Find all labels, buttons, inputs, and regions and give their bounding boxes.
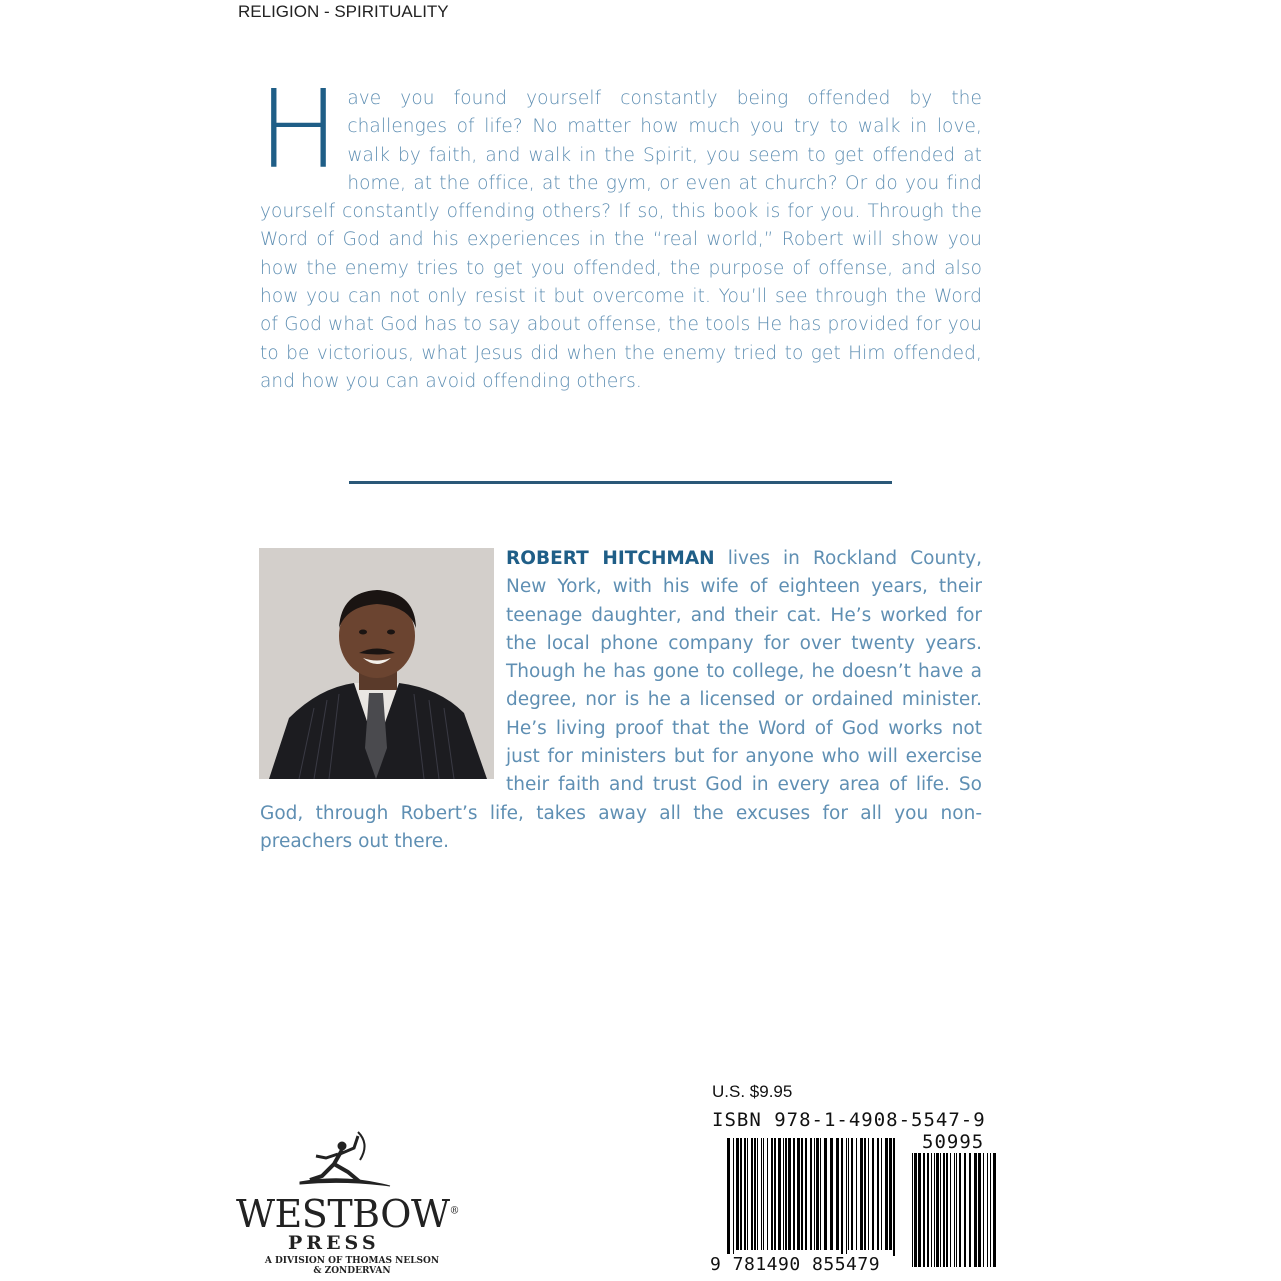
barcode-bar xyxy=(757,1138,758,1250)
price-label: U.S. $9.95 xyxy=(712,1082,793,1101)
barcode-bar xyxy=(877,1138,879,1250)
barcode-bar xyxy=(927,1153,929,1267)
barcode-bar xyxy=(987,1153,988,1267)
section-divider xyxy=(349,481,892,484)
barcode-bar xyxy=(950,1153,951,1267)
barcode-bar xyxy=(914,1153,917,1267)
barcode-bar xyxy=(954,1153,955,1267)
barcode-bar xyxy=(820,1138,821,1250)
author-name: ROBERT HITCHMAN xyxy=(506,548,715,569)
barcode-bar xyxy=(771,1138,773,1250)
archer-icon xyxy=(230,1130,460,1192)
barcode-bar xyxy=(872,1138,874,1250)
barcode-bar xyxy=(836,1138,839,1250)
barcode-bar xyxy=(931,1153,932,1267)
barcode-bar xyxy=(824,1138,827,1250)
barcode-bar xyxy=(793,1138,795,1250)
isbn-barcode xyxy=(727,1138,897,1256)
barcode-bar xyxy=(993,1153,996,1267)
barcode-bar xyxy=(864,1138,866,1250)
barcode-bar xyxy=(946,1153,948,1267)
barcode-bar xyxy=(778,1138,781,1250)
barcode-number: 9 781490 855479 xyxy=(710,1254,881,1275)
barcode-bar xyxy=(956,1153,957,1267)
barcode-bar xyxy=(848,1138,849,1250)
barcode-bar xyxy=(868,1138,869,1250)
barcode-bar xyxy=(733,1138,734,1256)
publisher-subname: PRESS xyxy=(288,1232,380,1254)
bio-text: lives in Rockland County, New York, with his wife of eighteen years, their teenage daughter, and their cat. He’s worked for the local phone company for over twenty years. Though he has gone to college, he doesn’t have a degree, nor is he a licensed or ordained minister. He’s living proof that the Word of God works not just for ministers but for anyone who will exercise their faith and trust God in every area of life. So God, through Robert’s life, takes away all the excuses for all you non-preachers out there. xyxy=(260,548,982,852)
barcode-bar xyxy=(978,1153,981,1267)
publisher-name: WESTBOW xyxy=(236,1192,450,1236)
publisher-logo xyxy=(230,1130,460,1280)
barcode-bar xyxy=(969,1153,971,1267)
barcode-bar xyxy=(885,1138,888,1250)
description-text: ave you found yourself constantly being offended by the challenges of life? No matter how much you try to walk in love, walk by faith, and walk in the Spirit, you seem to get offended at home, at the office, at the gym, or even at church? Or do you find yourself constantly offending others? If so, this book is for you. Through the Word of God and his experiences in the “real world,” Robert will show you how the enemy tries to get you offended, the purpose of offense, and also how you can not only resist it but overcome it. You’ll see through the Word of God what God has to say about offense, the tools He has provided for you to be victorious, what Jesus did when the enemy tried to get Him offended, and how you can avoid offending others. xyxy=(260,88,982,392)
barcode-bar xyxy=(846,1138,847,1256)
barcode-bar xyxy=(763,1138,764,1250)
price-addon-code: 50995 xyxy=(922,1131,985,1153)
barcode-bar xyxy=(990,1153,991,1267)
barcode-bar xyxy=(923,1153,925,1267)
barcode-bar xyxy=(940,1153,941,1267)
barcode-bar xyxy=(974,1153,977,1267)
author-bio xyxy=(260,545,982,856)
barcode-bar xyxy=(856,1138,857,1250)
barcode-bar xyxy=(774,1138,776,1250)
barcode-bar xyxy=(797,1138,800,1250)
barcode-bar xyxy=(860,1138,863,1250)
isbn-label: ISBN 978-1-4908-5547-9 xyxy=(712,1109,986,1131)
barcode-bar xyxy=(747,1138,748,1250)
barcode-bar xyxy=(851,1138,853,1250)
registered-mark: ® xyxy=(449,1205,460,1217)
barcode-bar xyxy=(736,1138,739,1250)
addon-barcode xyxy=(912,1153,997,1273)
barcode-bar xyxy=(744,1138,746,1250)
category-label: RELIGION - SPIRITUALITY xyxy=(238,2,449,21)
barcode-bar xyxy=(881,1138,882,1250)
drop-cap: H xyxy=(258,68,340,193)
barcode-bar xyxy=(751,1138,753,1250)
publisher-division-line-1: A DIVISION OF THOMAS NELSON xyxy=(264,1256,440,1266)
barcode-bar xyxy=(814,1138,815,1250)
barcode-bar xyxy=(761,1138,762,1250)
barcode-bar xyxy=(754,1138,756,1250)
barcode-bar xyxy=(889,1138,892,1250)
barcode-bar xyxy=(943,1153,945,1267)
barcode-bar xyxy=(983,1153,984,1267)
barcode-bar xyxy=(805,1138,807,1250)
barcode-bar xyxy=(964,1153,966,1267)
barcode-bar xyxy=(816,1138,819,1250)
barcode-bar xyxy=(841,1138,843,1256)
barcode-bar xyxy=(893,1138,895,1256)
barcode-bar xyxy=(801,1138,803,1250)
book-description xyxy=(258,68,982,396)
publisher-division-line-2: & ZONDERVAN xyxy=(313,1266,391,1276)
barcode-bar xyxy=(810,1138,812,1250)
barcode-bar xyxy=(830,1138,833,1250)
barcode-bar xyxy=(785,1138,787,1250)
barcode-bar xyxy=(767,1138,768,1250)
barcode-bar xyxy=(727,1138,730,1256)
barcode-bar xyxy=(788,1138,791,1250)
barcode-bar xyxy=(783,1138,784,1250)
barcode-bar xyxy=(934,1153,935,1267)
barcode-bar xyxy=(959,1153,961,1267)
barcode-bar xyxy=(918,1153,921,1267)
barcode-bar xyxy=(740,1138,742,1250)
barcode-bar xyxy=(936,1153,939,1267)
barcode-bar xyxy=(912,1153,913,1267)
